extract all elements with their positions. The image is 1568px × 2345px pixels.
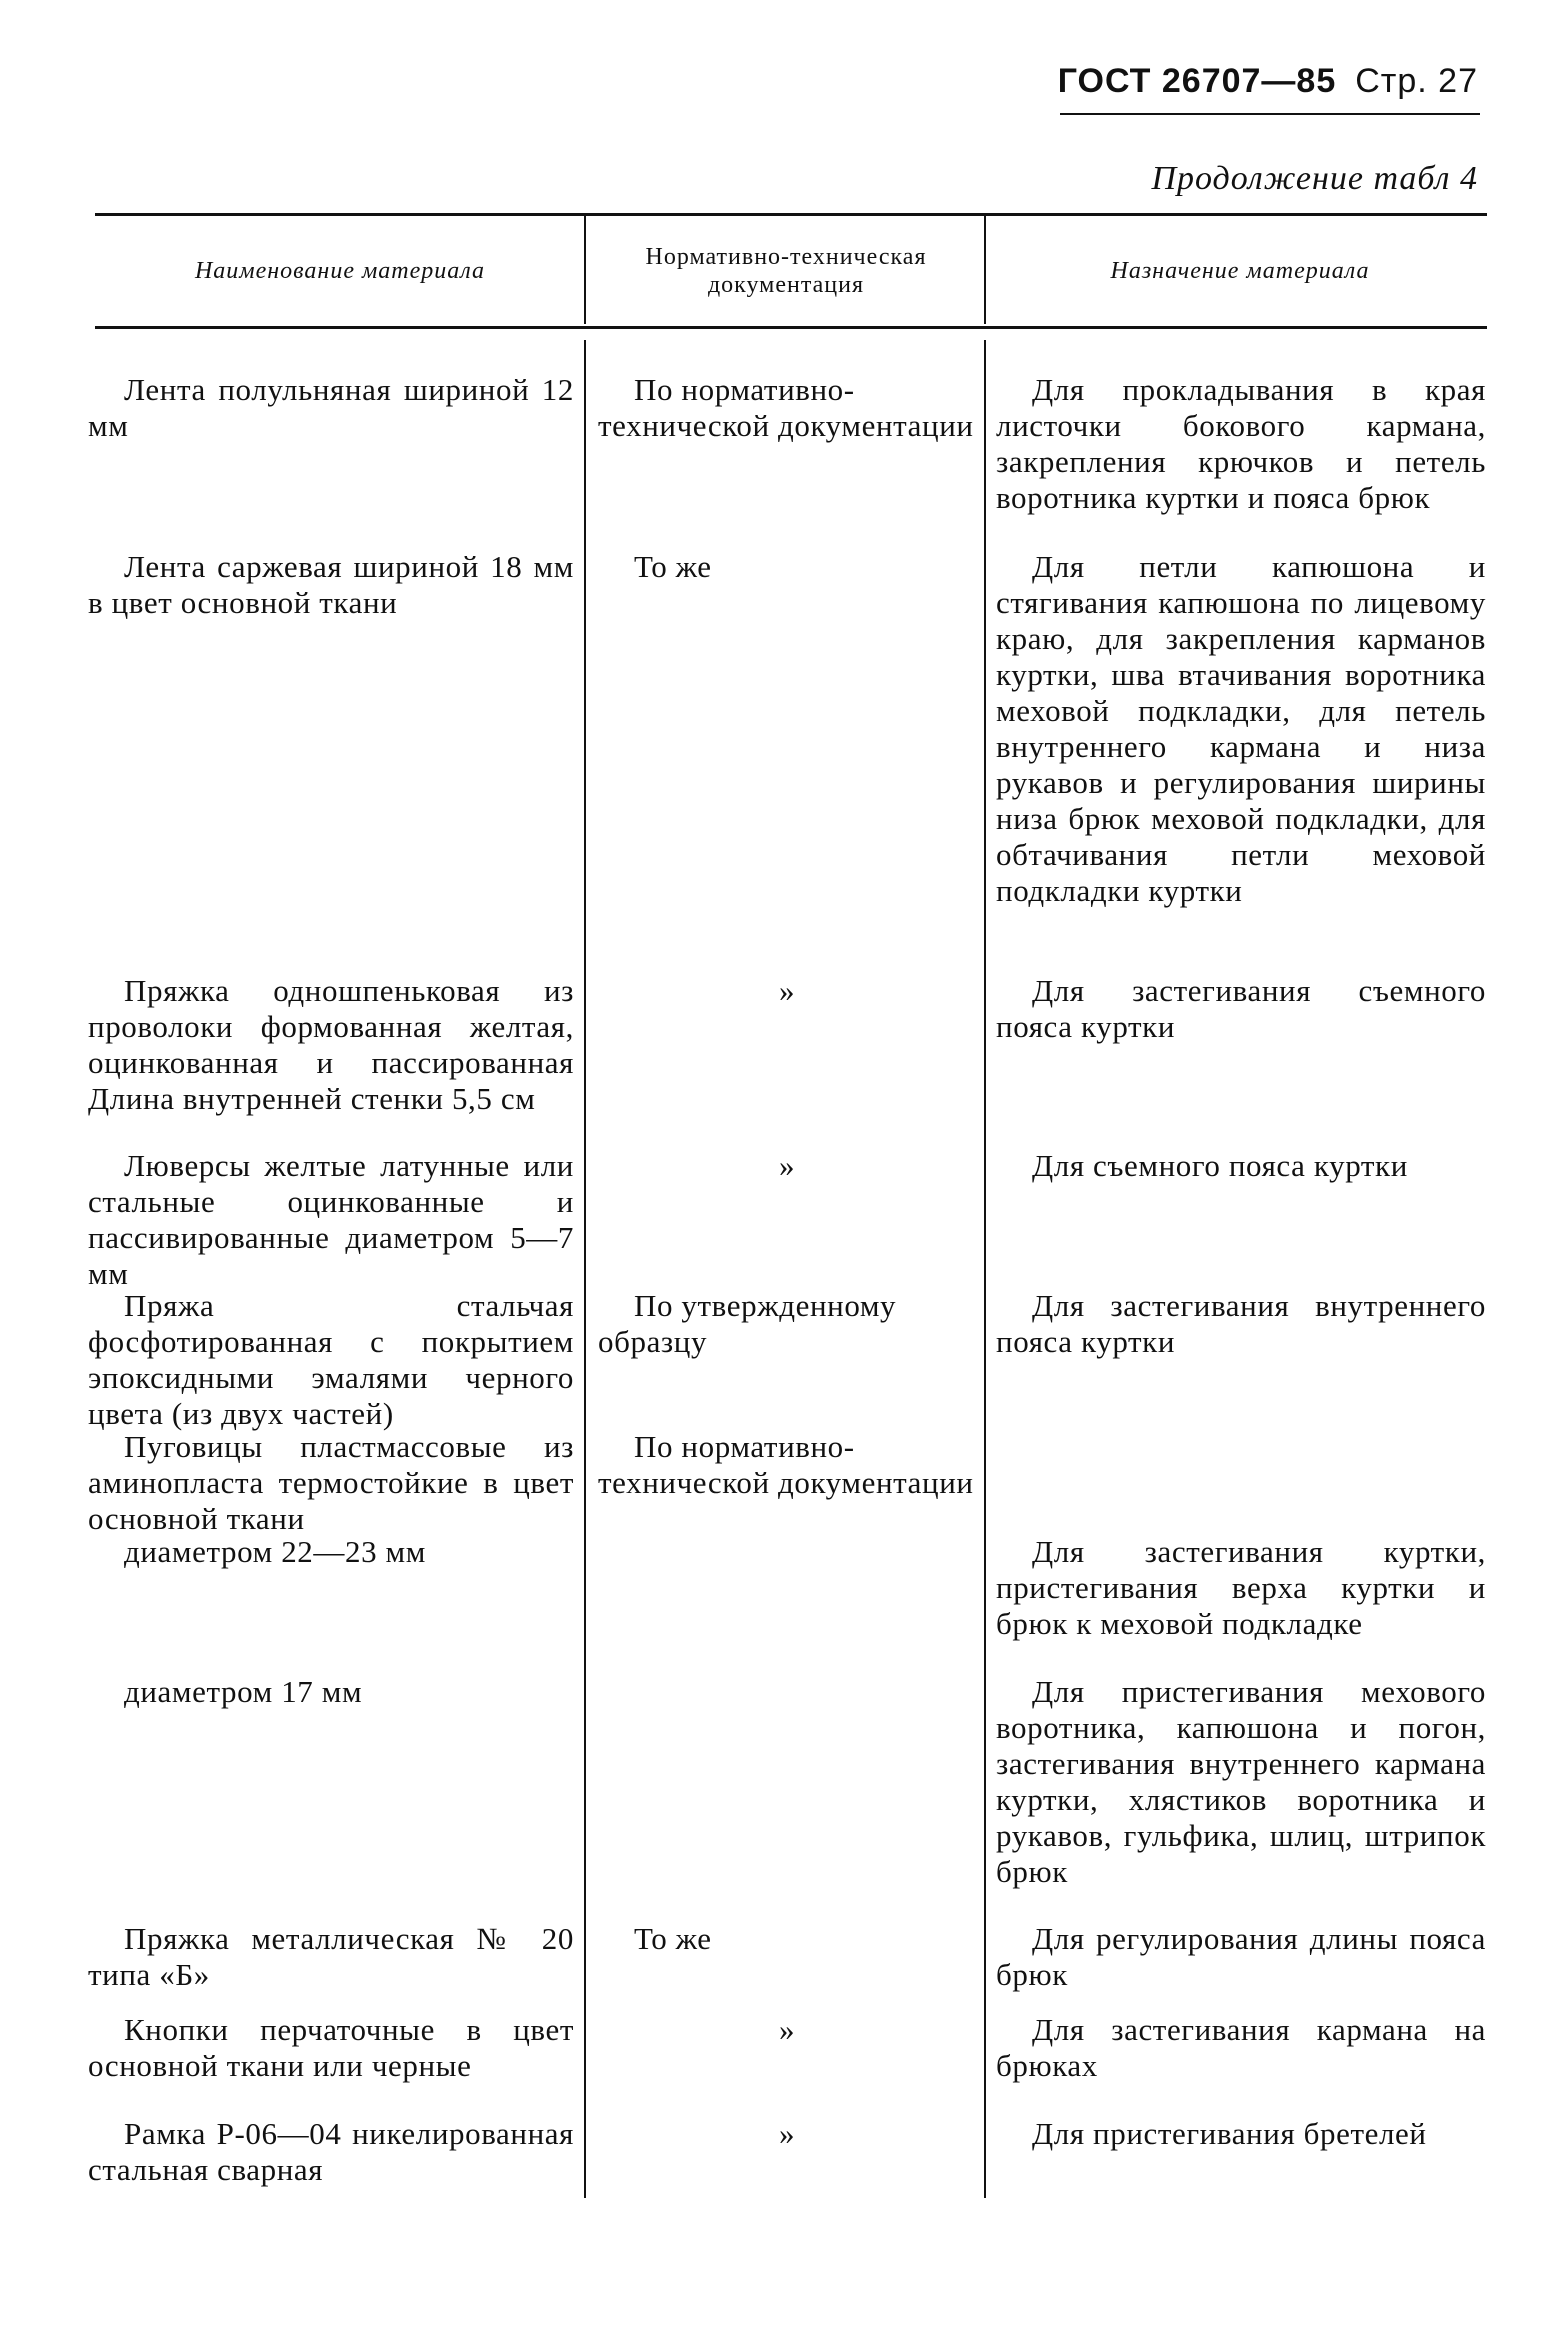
row-documentation: По нормативно-технической документации [598,372,974,443]
header-underline [1060,113,1480,115]
standard-number: ГОСТ 26707—85 [1057,62,1337,100]
row-documentation: » [778,2012,796,2047]
table-top-rule [95,213,1487,216]
row-material: Пряжка металлическая № 20 типа «Б» [88,1921,574,1992]
row-purpose: Для застегивания съемного пояса куртки [996,973,1486,1044]
column-header-material: Наименование материала [194,258,486,284]
row-documentation: По нормативно-технической документации [598,1429,974,1500]
row-material: Пуговицы пластмассовые из аминопласта термостойкие в цвет основной ткани [88,1429,574,1536]
row-documentation: » [778,973,796,1008]
row-purpose: Для пристегивания бретелей [1032,2116,1427,2151]
page-number: Стр. 27 [1355,62,1478,100]
column-divider-2-body [984,340,986,2198]
row-documentation: То же [634,549,712,584]
row-purpose: Для застегивания куртки, пристегивания верха куртки и брюк к меховой подкладке [996,1534,1486,1641]
table-header-rule [95,326,1487,329]
row-purpose: Для прокладывания в края листочки бокового кармана, закрепления крючков и петель воротника куртки и пояса брюк [996,372,1486,515]
row-purpose: Для застегивания внутреннего пояса куртки [996,1288,1486,1359]
row-purpose: Для пристегивания мехового воротника, капюшона и погон, застегивания внутреннего кармана куртки, хлястиков воротника и рукавов, гульфика, шлиц, штрипок брюк [996,1674,1486,1889]
column-header-purpose: Назначение материала [1110,258,1370,284]
row-material: Пряжка одношпеньковая из проволоки формованная желтая, оцинкованная и пассированная Длина внутренней стенки 5,5 см [88,973,574,1116]
row-material: Лента саржевая шириной 18 мм в цвет основной ткани [88,549,574,620]
row-material: Рамка Р-06—04 никелированная стальная сварная [88,2116,574,2187]
row-material: Лента полульняная шириной 12 мм [88,372,574,443]
row-material: Кнопки перчаточные в цвет основной ткани или черные [88,2012,574,2083]
column-header-documentation: Нормативно-техническая документация [645,244,927,298]
page-header [1058,62,1478,101]
column-divider-2 [984,216,986,324]
column-divider-1-body [584,340,586,2198]
column-divider-1 [584,216,586,324]
row-material-subitem: диаметром 22—23 мм [124,1534,426,1569]
row-material: Пряжа стальчая фосфотированная с покрытием эпоксидными эмалями черного цвета (из двух частей) [88,1288,574,1431]
row-material-subitem: диаметром 17 мм [124,1674,363,1709]
row-purpose: Для регулирования длины пояса брюк [996,1921,1486,1992]
row-documentation: То же [634,1921,712,1956]
row-documentation: По утвержденному образцу [598,1288,897,1359]
row-documentation: » [778,1148,796,1183]
row-purpose: Для застегивания кармана на брюках [996,2012,1486,2083]
row-material: Люверсы желтые латунные или стальные оцинкованные и пассивированные диаметром 5—7 мм [88,1148,574,1291]
row-purpose: Для съемного пояса куртки [1032,1148,1408,1183]
table-continuation-caption: Продолжение табл 4 [1151,160,1478,197]
row-documentation: » [778,2116,796,2151]
row-purpose: Для петли капюшона и стягивания капюшона по лицевому краю, для закрепления карманов куртки, шва втачивания воротника меховой подкладки, для петель внутреннего кармана и низа рукавов и регулирования ширины низа брюк меховой подкладки, для обтачивания петли меховой подкладки куртки [996,549,1486,908]
